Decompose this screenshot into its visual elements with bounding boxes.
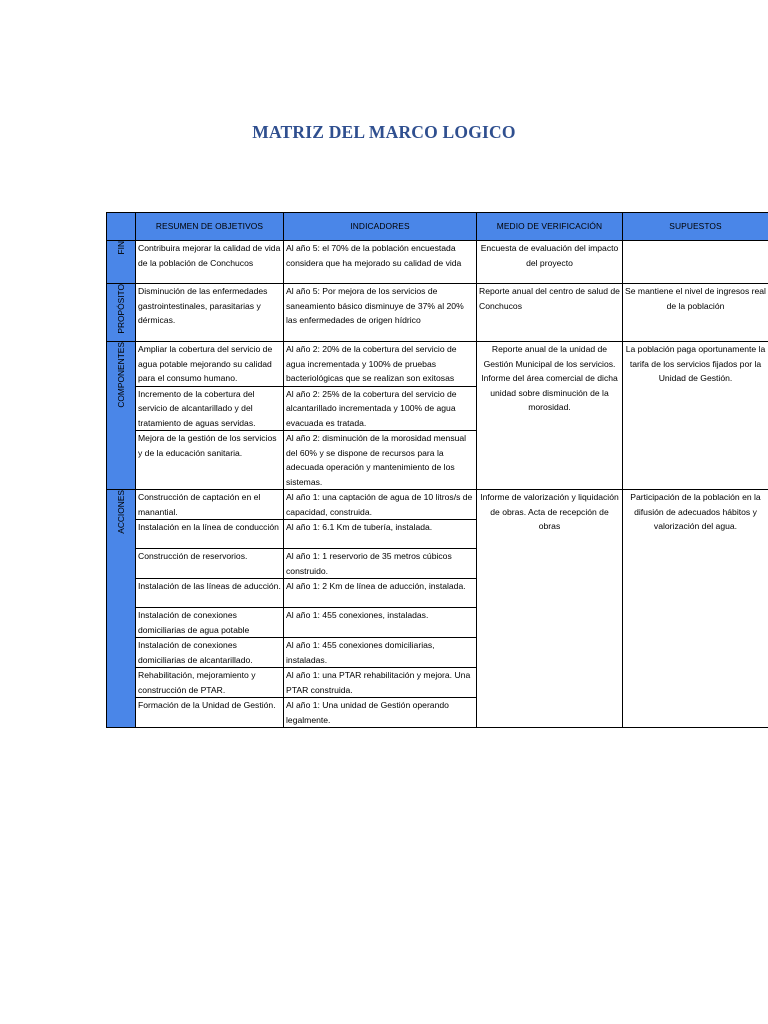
componente-resumen: Ampliar la cobertura del servicio de agua potable mejorando su calidad para el consumo humano. (136, 342, 284, 387)
header-indicadores: INDICADORES (284, 213, 477, 241)
header-row (107, 213, 768, 241)
accion-indicador: Al año 1: 455 conexiones, instaladas. (284, 608, 477, 638)
componentes-medio: Reporte anual de la unidad de Gestión Municipal de los servicios. Informe del área comercial de dicha unidad sobre disminución de la morosidad. (477, 342, 623, 490)
accion-resumen: Instalación de las líneas de aducción. (136, 579, 284, 608)
fin-indicador: Al año 5: el 70% de la población encuestada considera que ha mejorado su calidad de vida (284, 241, 477, 284)
accion-indicador: Al año 1: Una unidad de Gestión operando legalmente. (284, 698, 477, 728)
accion-resumen: Construcción de captación en el manantial. (136, 490, 284, 520)
header-resumen: RESUMEN DE OBJETIVOS (136, 213, 284, 241)
componente-indicador: Al año 2: 25% de la cobertura del servicio de alcantarillado incrementada y 100% de agua evacuada es tratada. (284, 386, 477, 431)
header-supuestos: SUPUESTOS (623, 213, 768, 241)
proposito-resumen: Disminución de las enfermedades gastrointestinales, parasitarias y dérmicas. (136, 284, 284, 342)
accion-indicador: Al año 1: una PTAR rehabilitación y mejora. Una PTAR construida. (284, 668, 477, 698)
componente-indicador: Al año 2: 20% de la cobertura del servicio de agua incrementada y 100% de pruebas bacteriológicas que se realizan son exitosas (284, 342, 477, 387)
accion-indicador: Al año 1: 1 reservorio de 35 metros cúbicos construido. (284, 549, 477, 579)
header-medio: MEDIO DE VERIFICACIÓN (477, 213, 623, 241)
acciones-medio: Informe de valorización y liquidación de obras. Acta de recepción de obras (477, 490, 623, 728)
componente-indicador: Al año 2: disminución de la morosidad mensual del 60% y se dispone de recursos para la adecuada operación y mantenimiento de los sistemas. (284, 431, 477, 490)
proposito-supuesto: Se mantiene el nivel de ingresos real de la población (623, 284, 768, 342)
fin-resumen: Contribuira mejorar la calidad de vida de la población de Conchucos (136, 241, 284, 284)
accion-resumen: Instalación de conexiones domiciliarias de alcantarillado. (136, 638, 284, 668)
componente-resumen: Mejora de la gestión de los servicios y de la educación sanitaria. (136, 431, 284, 490)
fin-supuesto (623, 241, 768, 284)
accion-indicador: Al año 1: 2 Km de línea de aducción, instalada. (284, 579, 477, 608)
accion-indicador: Al año 1: una captación de agua de 10 litros/s de capacidad, construida. (284, 490, 477, 520)
accion-resumen: Instalación en la línea de conducción (136, 520, 284, 549)
page-title: MATRIZ DEL MARCO LOGICO (252, 122, 516, 142)
logframe-table (106, 212, 768, 728)
accion-resumen: Formación de la Unidad de Gestión. (136, 698, 284, 728)
accion-indicador: Al año 1: 455 conexiones domiciliarias, instaladas. (284, 638, 477, 668)
accion-resumen: Rehabilitación, mejoramiento y construcción de PTAR. (136, 668, 284, 698)
level-fin: FIN (107, 241, 136, 284)
componente-resumen: Incremento de la cobertura del servicio de alcantarillado y del tratamiento de aguas servidas. (136, 386, 284, 431)
accion-indicador: Al año 1: 6.1 Km de tubería, instalada. (284, 520, 477, 549)
table-row (107, 241, 768, 284)
proposito-medio: Reporte anual del centro de salud de Conchucos (477, 284, 623, 342)
componentes-supuesto: La población paga oportunamente la tarifa de los servicios fijados por la Unidad de Gestión. (623, 342, 768, 490)
table-row (107, 490, 768, 520)
header-corner (107, 213, 136, 241)
level-proposito: PROPÓSITO (107, 284, 136, 342)
fin-medio: Encuesta de evaluación del impacto del proyecto (477, 241, 623, 284)
accion-resumen: Construcción de reservorios. (136, 549, 284, 579)
acciones-supuesto: Participación de la población en la difusión de adecuados hábitos y valorización del agua. (623, 490, 768, 728)
table-row (107, 284, 768, 342)
proposito-indicador: Al año 5: Por mejora de los servicios de saneamiento básico disminuye de 37% al 20% las enfermedades de origen hídrico (284, 284, 477, 342)
table-row (107, 342, 768, 387)
accion-resumen: Instalación de conexiones domiciliarias de agua potable (136, 608, 284, 638)
level-componentes: COMPONENTES (107, 342, 136, 490)
level-acciones: ACCIONES (107, 490, 136, 728)
